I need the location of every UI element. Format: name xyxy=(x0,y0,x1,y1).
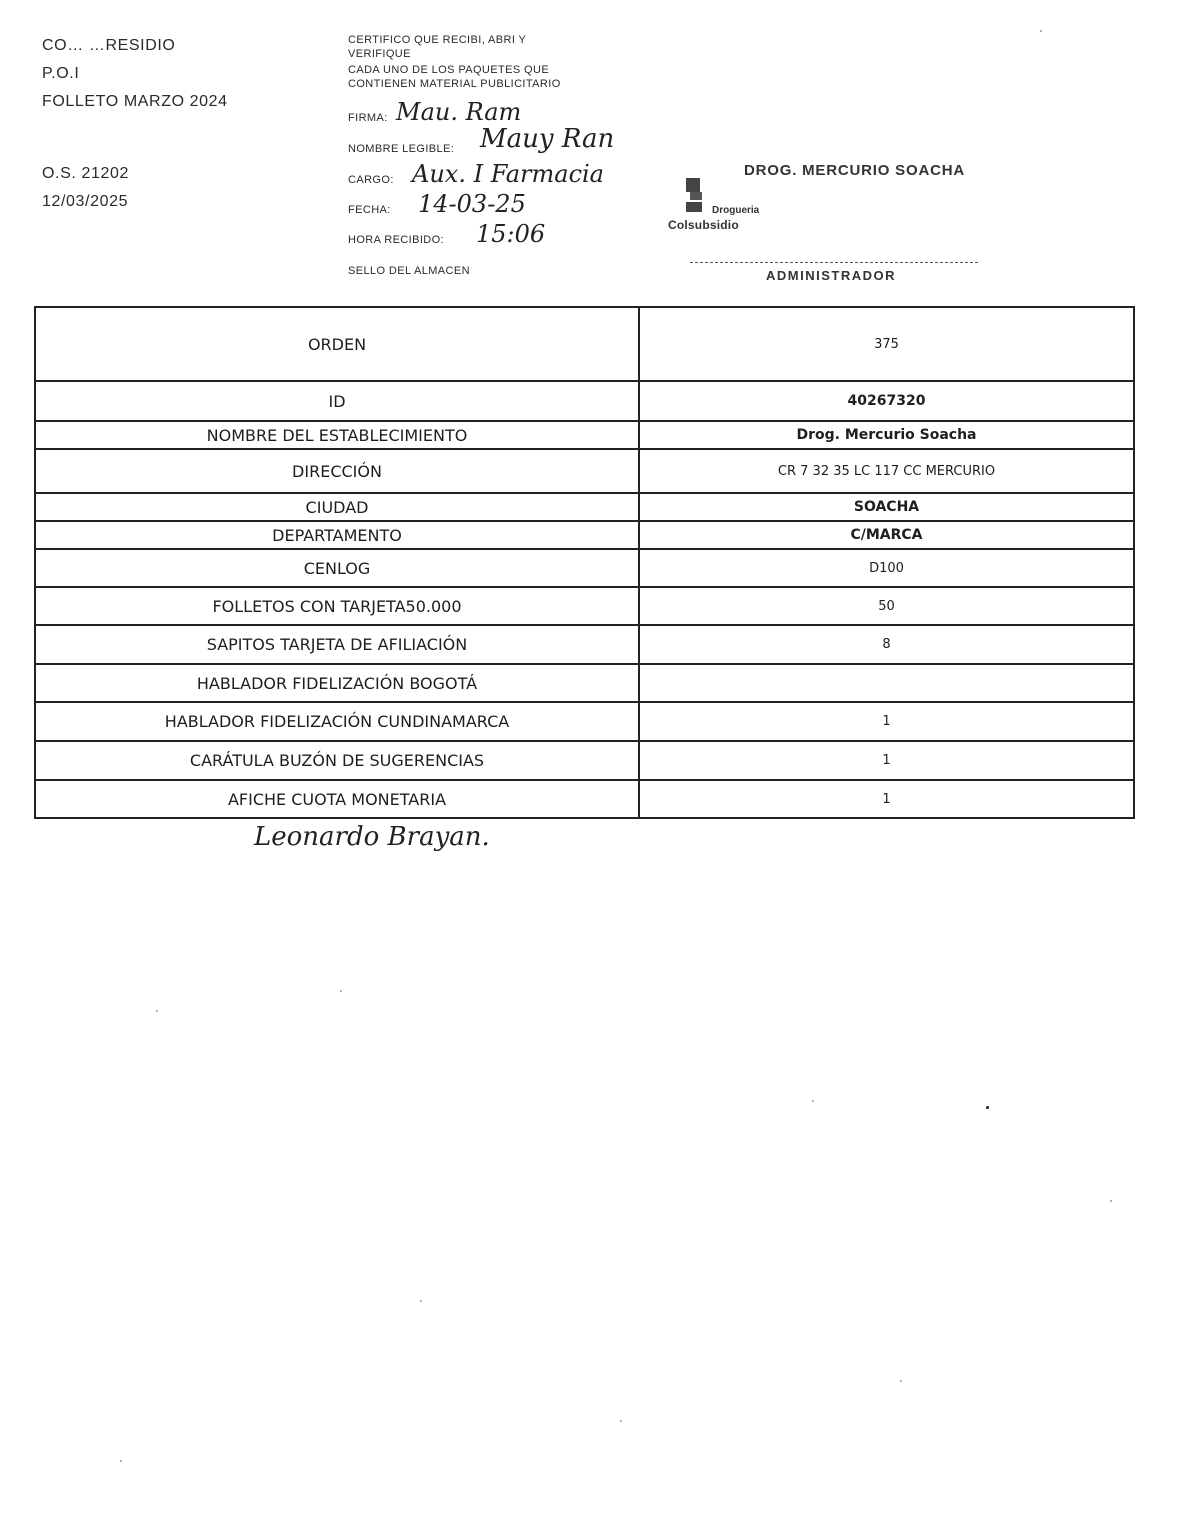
row-label: DEPARTAMENTO xyxy=(35,521,639,549)
row-label: HABLADOR FIDELIZACIÓN BOGOTÁ xyxy=(35,664,639,702)
row-label: ORDEN xyxy=(35,307,639,381)
stamp-signature-line xyxy=(690,262,978,263)
row-value xyxy=(639,664,1134,702)
row-label: CENLOG xyxy=(35,549,639,587)
table-row xyxy=(35,449,1134,493)
certificate-line-1: CERTIFICO QUE RECIBI, ABRI Y xyxy=(348,34,527,46)
table-row xyxy=(35,780,1134,818)
cargo-label: CARGO: xyxy=(348,174,394,186)
scan-speck xyxy=(1040,30,1042,32)
row-label: NOMBRE DEL ESTABLECIMIENTO xyxy=(35,421,639,449)
hora-label: HORA RECIBIDO: xyxy=(348,234,445,246)
table-row xyxy=(35,421,1134,449)
table-row xyxy=(35,493,1134,521)
firma-signature: Mau. Ram xyxy=(396,98,522,126)
scan-speck xyxy=(340,990,342,992)
folleto-title: FOLLETO MARZO 2024 xyxy=(42,93,228,110)
row-value: 375 xyxy=(639,307,1134,381)
header-left-line1: CO… …RESIDIO xyxy=(42,37,176,54)
scan-speck xyxy=(620,1420,622,1422)
fecha-label: FECHA: xyxy=(348,204,391,216)
row-label: AFICHE CUOTA MONETARIA xyxy=(35,780,639,818)
stamp-title: DROG. MERCURIO SOACHA xyxy=(744,162,965,179)
cargo-value: Aux. I Farmacia xyxy=(412,160,604,188)
order-table xyxy=(34,306,1135,819)
scan-speck xyxy=(120,1460,122,1462)
row-value: C/MARCA xyxy=(639,521,1134,549)
scan-speck xyxy=(1110,1200,1112,1202)
row-label: CARÁTULA BUZÓN DE SUGERENCIAS xyxy=(35,741,639,780)
row-label: DIRECCIÓN xyxy=(35,449,639,493)
fecha-value: 14-03-25 xyxy=(418,190,526,218)
table-row xyxy=(35,664,1134,702)
hora-value: 15:06 xyxy=(476,220,546,248)
certificate-line-2: VERIFIQUE xyxy=(348,48,411,60)
handwritten-name: Leonardo Brayan. xyxy=(254,822,490,852)
nombre-label: NOMBRE LEGIBLE: xyxy=(348,143,455,155)
scan-speck xyxy=(156,1010,158,1012)
colsubsidio-logo-icon xyxy=(684,176,710,216)
os-number: O.S. 21202 xyxy=(42,165,129,182)
certificate-line-3: CADA UNO DE LOS PAQUETES QUE xyxy=(348,64,550,76)
row-label: ID xyxy=(35,381,639,421)
logo-small-text: Drogueria xyxy=(712,205,760,216)
table-row xyxy=(35,549,1134,587)
row-value: 8 xyxy=(639,625,1134,664)
row-label: CIUDAD xyxy=(35,493,639,521)
row-value: 1 xyxy=(639,741,1134,780)
stamp-admin: ADMINISTRADOR xyxy=(766,268,896,283)
table-row xyxy=(35,702,1134,741)
row-value: Drog. Mercurio Soacha xyxy=(639,421,1134,449)
logo-text: Colsubsidio xyxy=(668,218,739,232)
row-value: 1 xyxy=(639,702,1134,741)
scan-speck xyxy=(420,1300,422,1302)
table-row xyxy=(35,741,1134,780)
row-label: SAPITOS TARJETA DE AFILIACIÓN xyxy=(35,625,639,664)
scan-speck xyxy=(900,1380,902,1382)
header-left-line2: P.O.I xyxy=(42,65,80,82)
firma-label: FIRMA: xyxy=(348,112,388,124)
table-row xyxy=(35,381,1134,421)
certificate-line-4: CONTIENEN MATERIAL PUBLICITARIO xyxy=(348,78,561,90)
scan-speck xyxy=(812,1100,814,1102)
row-value: 1 xyxy=(639,780,1134,818)
row-value: 50 xyxy=(639,587,1134,625)
row-value: CR 7 32 35 LC 117 CC MERCURIO xyxy=(639,449,1134,493)
scan-speck xyxy=(986,1106,989,1109)
row-label: FOLLETOS CON TARJETA50.000 xyxy=(35,587,639,625)
row-value: SOACHA xyxy=(639,493,1134,521)
table-row xyxy=(35,625,1134,664)
row-value: 40267320 xyxy=(639,381,1134,421)
table-row xyxy=(35,587,1134,625)
table-row xyxy=(35,307,1134,381)
row-label: HABLADOR FIDELIZACIÓN CUNDINAMARCA xyxy=(35,702,639,741)
row-value: D100 xyxy=(639,549,1134,587)
sello-label: SELLO DEL ALMACEN xyxy=(348,265,470,277)
nombre-value: Mauy Ran xyxy=(480,124,615,154)
table-row xyxy=(35,521,1134,549)
os-date: 12/03/2025 xyxy=(42,193,129,210)
